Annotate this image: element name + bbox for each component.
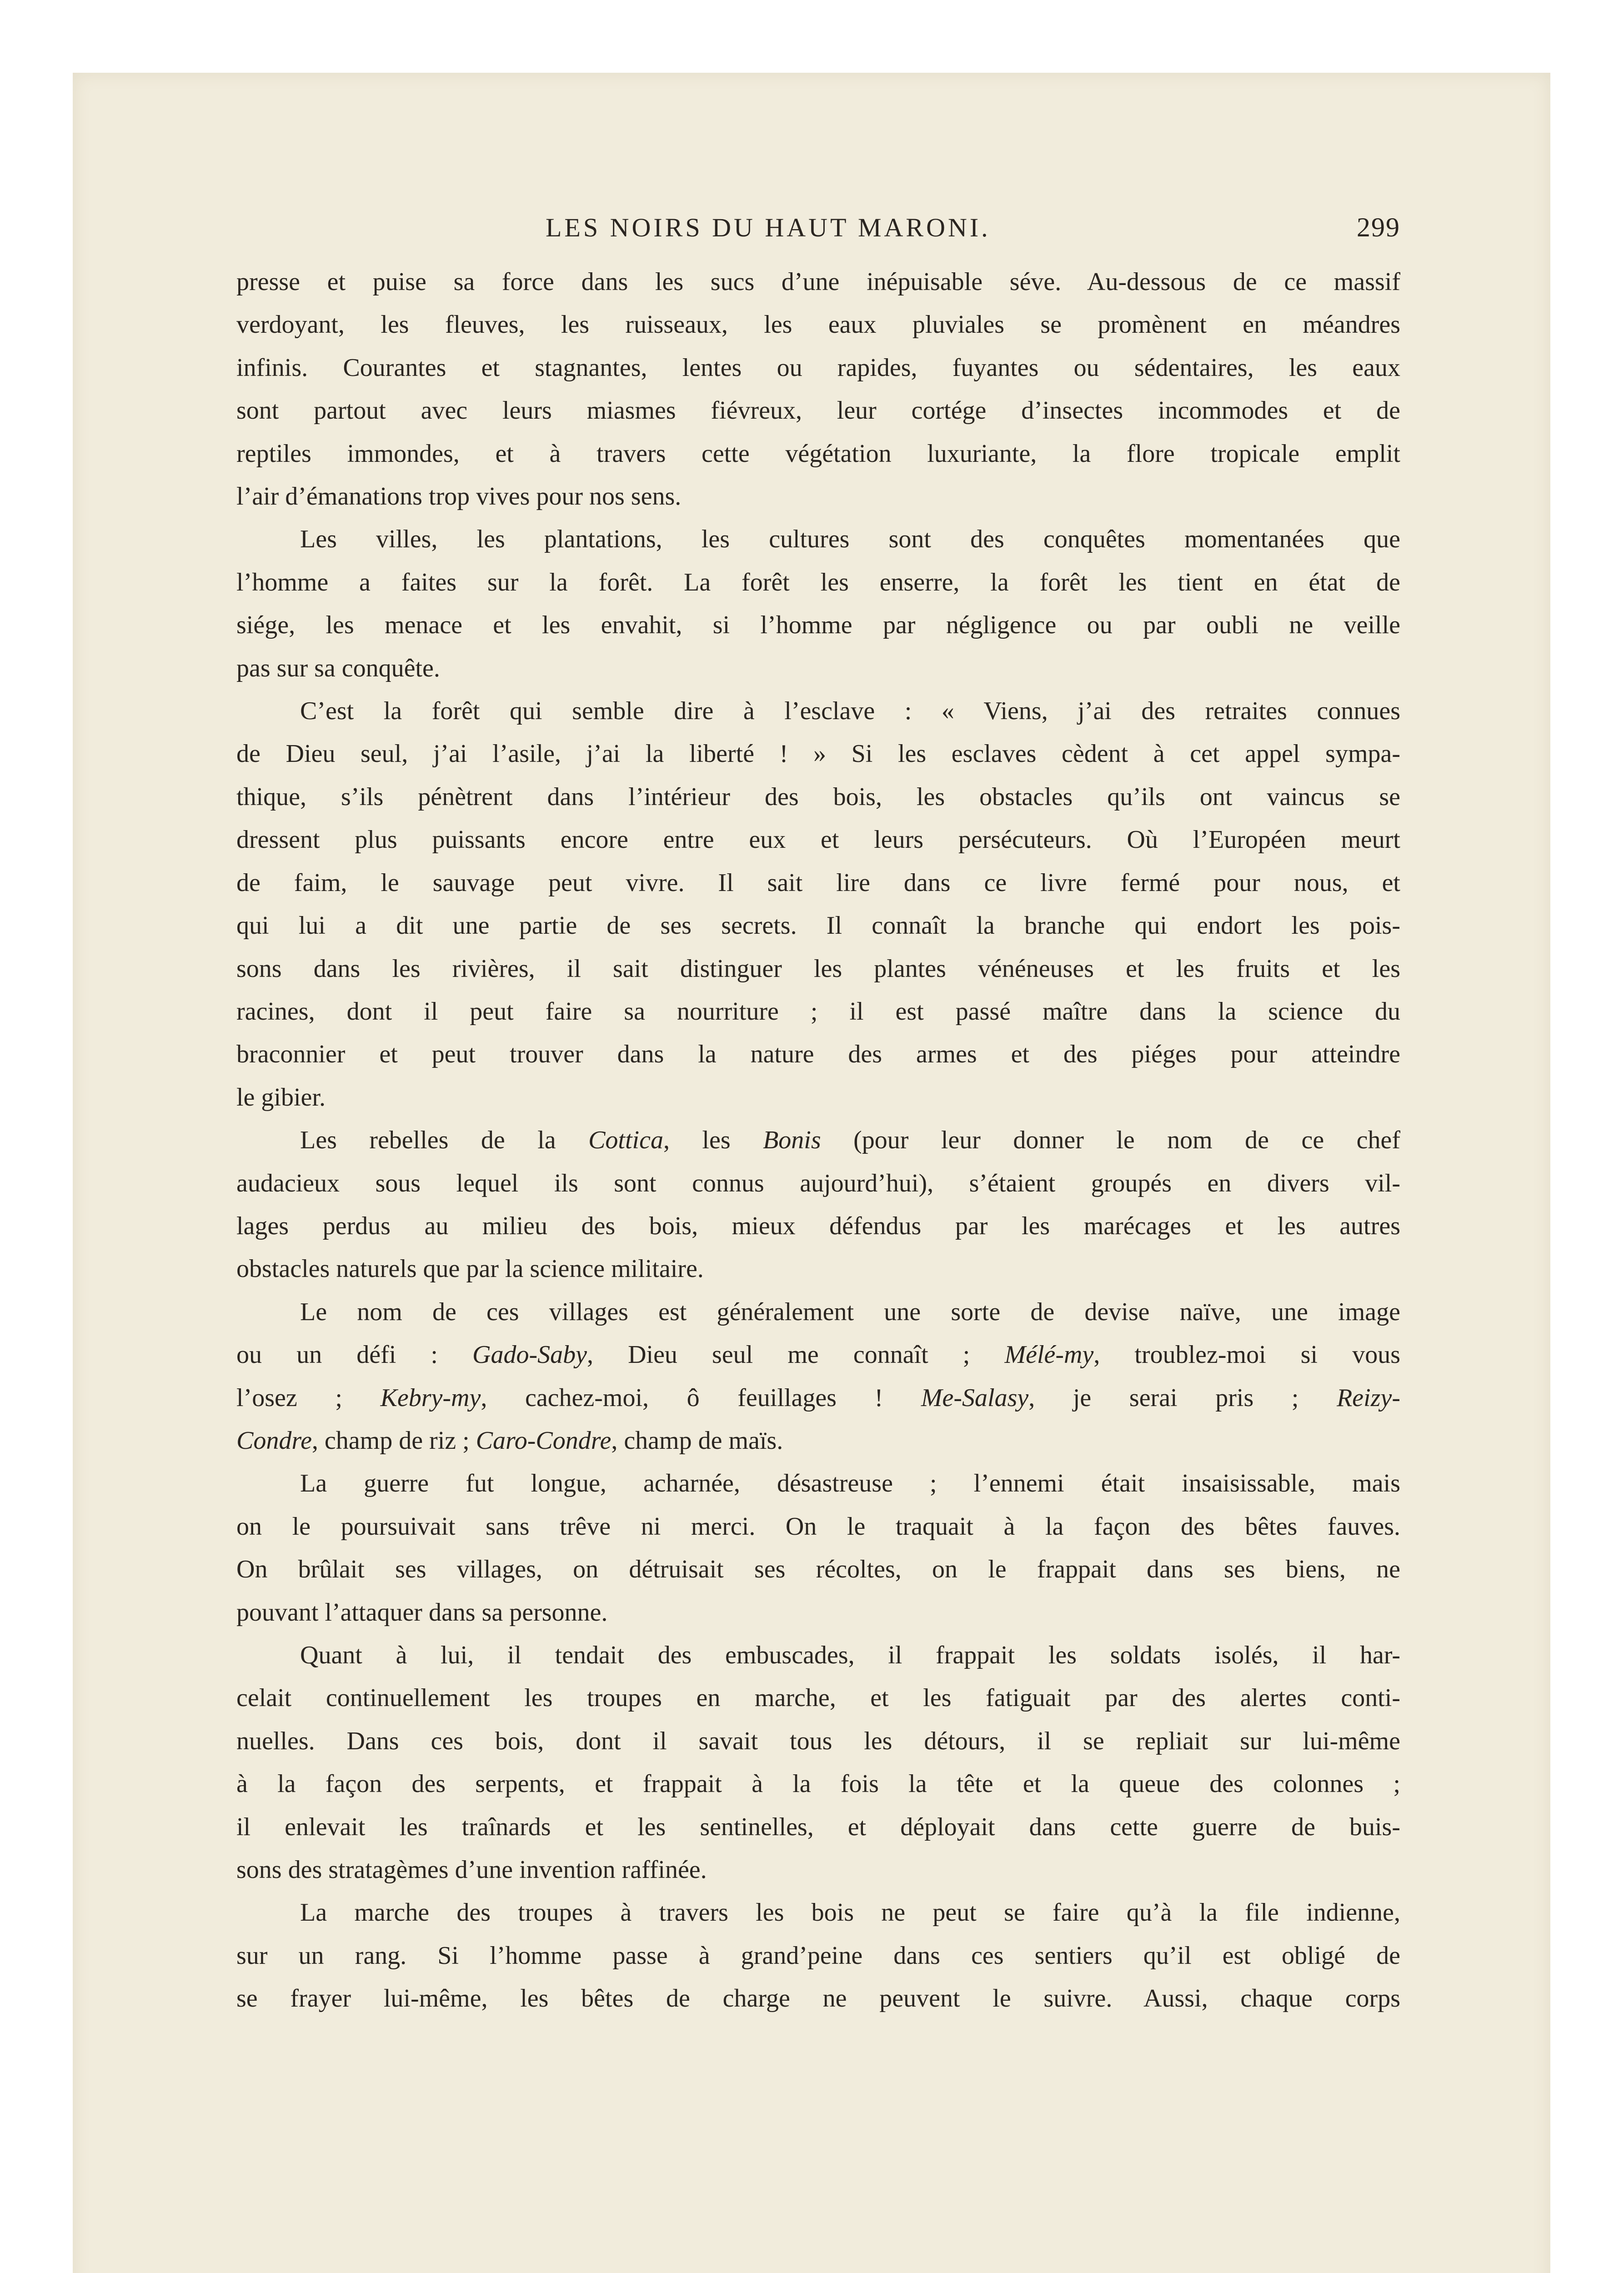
text-segment: se frayer lui-même, les bêtes de charge ne peuvent le suivre. Aussi, chaque corps — [236, 1984, 1400, 2013]
text-line — [236, 1076, 1400, 1119]
text-line — [236, 1333, 1400, 1376]
text-segment: presse et puise sa force dans les sucs d’une inépuisable séve. Au-dessous de ce massif — [236, 268, 1400, 296]
text-line — [236, 776, 1400, 818]
text-line — [236, 1677, 1400, 1719]
text-segment: l’osez ; — [236, 1383, 381, 1412]
italic-text-segment: Gado-Saby — [472, 1341, 587, 1369]
text-segment: siége, les menace et les envahit, si l’homme par négligence ou par oubli ne veille — [236, 611, 1400, 640]
text-segment: verdoyant, les fleuves, les ruisseaux, les eaux pluviales se promènent en méandres — [236, 310, 1400, 339]
text-segment: racines, dont il peut faire sa nourriture ; il est passé maître dans la science du — [236, 997, 1400, 1026]
text-segment: audacieux sous lequel ils sont connus aujourd’hui), s’étaient groupés en divers vil- — [236, 1169, 1400, 1197]
text-segment: braconnier et peut trouver dans la nature des armes et des piéges pour atteindre — [236, 1040, 1400, 1069]
text-line — [236, 990, 1400, 1033]
text-line — [236, 1377, 1400, 1419]
text-segment: nuelles. Dans ces bois, dont il savait tous les détours, il se repliait sur lui-même — [236, 1727, 1400, 1755]
text-line — [236, 1591, 1400, 1634]
text-segment: (pour leur donner le nom de ce chef — [821, 1126, 1400, 1155]
book-page — [236, 205, 1400, 2020]
text-segment: le gibier. — [236, 1083, 326, 1111]
text-line — [236, 1162, 1400, 1205]
italic-text-segment: Cottica — [588, 1126, 663, 1155]
text-line — [236, 1848, 1400, 1891]
text-segment: sons dans les rivières, il sait distinguer les plantes vénéneuses et les fruits et les — [236, 954, 1400, 983]
text-segment: Le nom de ces villages est généralement une sorte de devise naïve, une image — [300, 1297, 1400, 1326]
text-segment: on le poursuivait sans trêve ni merci. On le traquait à la façon des bêtes fauves. — [236, 1512, 1400, 1541]
text-line — [236, 1720, 1400, 1762]
text-segment: l’air d’émanations trop vives pour nos sens. — [236, 482, 682, 511]
text-segment: , champ de riz ; — [311, 1426, 476, 1455]
italic-text-segment: Bonis — [763, 1126, 821, 1155]
text-segment: Les rebelles de la — [300, 1126, 589, 1155]
text-line — [236, 1548, 1400, 1591]
text-line — [236, 1891, 1400, 1934]
text-segment: reptiles immondes, et à travers cette végétation luxuriante, la flore tropicale emplit — [236, 439, 1400, 468]
text-line — [236, 1205, 1400, 1247]
text-line — [236, 1505, 1400, 1548]
text-segment: qui lui a dit une partie de ses secrets. Il connaît la branche qui endort les pois- — [236, 911, 1400, 940]
text-segment: , cachez-moi, ô feuillages ! — [481, 1383, 921, 1412]
text-line — [236, 1033, 1400, 1076]
text-segment: , Dieu seul me connaît ; — [586, 1341, 1005, 1369]
italic-text-segment: Me-Salasy — [921, 1383, 1029, 1412]
text-segment: Quant à lui, il tendait des embuscades, il frappait les soldats isolés, il har- — [300, 1641, 1400, 1669]
scanned-page-sheet — [73, 73, 1550, 2273]
text-segment: , troublez-moi si vous — [1093, 1341, 1400, 1369]
text-segment: sont partout avec leurs miasmes fiévreux, leur cortége d’insectes incommodes et de — [236, 396, 1400, 425]
text-line — [236, 1634, 1400, 1677]
text-line — [236, 904, 1400, 947]
text-segment: l’homme a faites sur la forêt. La forêt les enserre, la forêt les tient en état de — [236, 568, 1400, 596]
text-line — [236, 1462, 1400, 1505]
text-segment: pouvant l’attaquer dans sa personne. — [236, 1598, 608, 1627]
italic-text-segment: Condre — [236, 1426, 312, 1455]
text-segment: celait continuellement les troupes en marche, et les fatiguait par des alertes conti- — [236, 1684, 1400, 1712]
running-title: LES NOIRS DU HAUT MARONI. — [546, 213, 991, 242]
italic-text-segment: Kebry-my — [380, 1383, 481, 1412]
text-segment: infinis. Courantes et stagnantes, lentes ou rapides, fuyantes ou sédentaires, les eaux — [236, 353, 1400, 382]
text-line — [236, 389, 1400, 432]
text-segment: La marche des troupes à travers les bois ne peut se faire qu’à la file indienne, — [300, 1898, 1400, 1927]
text-segment: obstacles naturels que par la science militaire. — [236, 1255, 704, 1283]
text-segment: , champ de maïs. — [611, 1426, 783, 1455]
text-segment: C’est la forêt qui semble dire à l’esclave : « Viens, j’ai des retraites connues — [300, 697, 1400, 726]
text-segment: Les villes, les plantations, les cultures sont des conquêtes momentanées que — [300, 525, 1400, 554]
text-line — [236, 647, 1400, 690]
text-line — [236, 303, 1400, 346]
text-segment: lages perdus au milieu des bois, mieux défendus par les marécages et les autres — [236, 1212, 1400, 1240]
text-line — [236, 1419, 1400, 1462]
text-segment: sons des stratagèmes d’une invention raffinée. — [236, 1856, 707, 1884]
text-segment: de Dieu seul, j’ai l’asile, j’ai la liberté ! » Si les esclaves cèdent à cet appel sympa- — [236, 740, 1400, 768]
text-segment: , les — [663, 1126, 763, 1155]
text-segment: thique, s’ils pénètrent dans l’intérieur des bois, les obstacles qu’ils ont vaincus se — [236, 782, 1400, 811]
text-segment: de faim, le sauvage peut vivre. Il sait lire dans ce livre fermé pour nous, et — [236, 868, 1400, 897]
text-segment: pas sur sa conquête. — [236, 654, 440, 682]
text-segment: sur un rang. Si l’homme passe à grand’peine dans ces sentiers qu’il est obligé de — [236, 1941, 1400, 1970]
text-line — [236, 1934, 1400, 1977]
text-line — [236, 732, 1400, 775]
text-line — [236, 1247, 1400, 1290]
text-segment: La guerre fut longue, acharnée, désastreuse ; l’ennemi était insaisissable, mais — [300, 1469, 1400, 1498]
running-header — [236, 205, 1400, 250]
text-line — [236, 1806, 1400, 1848]
text-segment: ou un défi : — [236, 1341, 473, 1369]
text-line — [236, 690, 1400, 732]
text-segment: , je serai pris ; — [1028, 1383, 1337, 1412]
text-segment: il enlevait les traînards et les sentinelles, et déployait dans cette guerre de buis- — [236, 1812, 1400, 1841]
text-segment: On brûlait ses villages, on détruisait ses récoltes, on le frappait dans ses biens, ne — [236, 1555, 1400, 1584]
text-line — [236, 260, 1400, 303]
page-number: 299 — [1357, 212, 1400, 242]
text-line — [236, 1977, 1400, 2020]
text-line — [236, 1291, 1400, 1333]
italic-text-segment: Reizy- — [1337, 1383, 1400, 1412]
text-line — [236, 818, 1400, 861]
text-line — [236, 604, 1400, 646]
text-line — [236, 947, 1400, 990]
italic-text-segment: Mélé-my — [1004, 1341, 1094, 1369]
text-line — [236, 432, 1400, 475]
text-line — [236, 518, 1400, 561]
text-line — [236, 561, 1400, 604]
text-line — [236, 861, 1400, 904]
text-line — [236, 1762, 1400, 1805]
text-line — [236, 475, 1400, 518]
text-line — [236, 1119, 1400, 1162]
text-segment: dressent plus puissants encore entre eux et leurs persécuteurs. Où l’Européen meurt — [236, 826, 1400, 854]
italic-text-segment: Caro-Condre — [476, 1426, 612, 1455]
body-text — [236, 260, 1400, 2020]
text-line — [236, 346, 1400, 389]
text-segment: à la façon des serpents, et frappait à la fois la tête et la queue des colonnes ; — [236, 1770, 1400, 1798]
